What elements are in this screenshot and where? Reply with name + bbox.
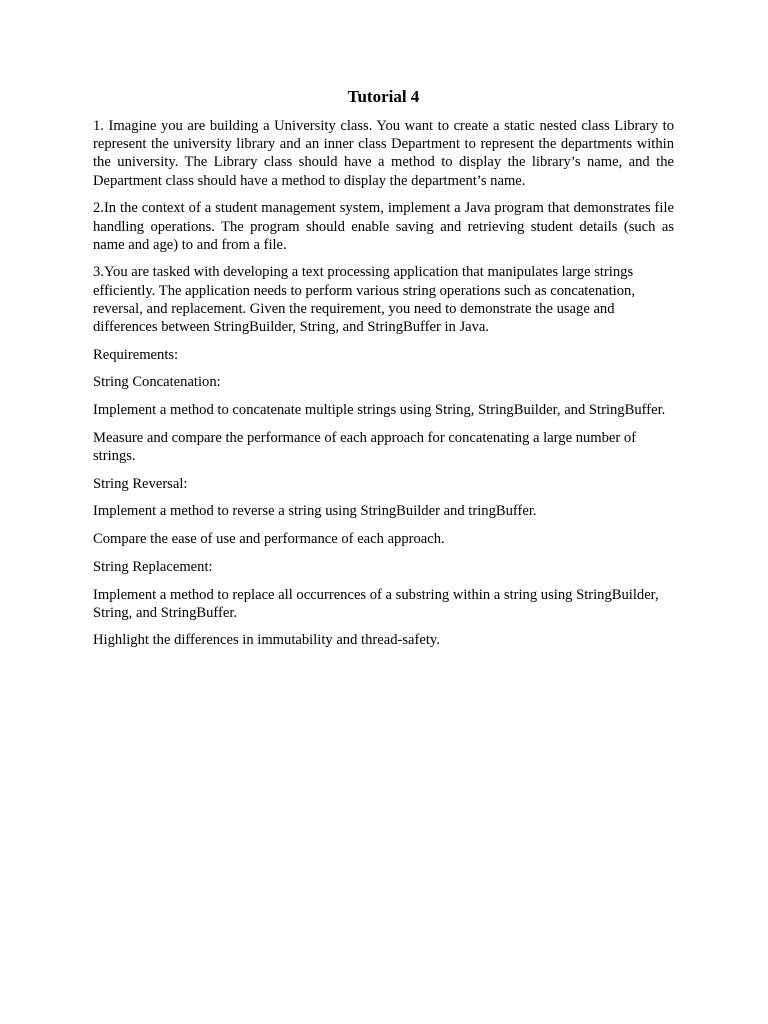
- document-title: Tutorial 4: [347, 87, 420, 106]
- reversal-heading: String Reversal:: [93, 475, 188, 492]
- concatenation-heading: String Concatenation:: [93, 374, 221, 391]
- requirements-heading: Requirements:: [93, 346, 179, 363]
- concatenation-task-2: Measure and compare the performance of each approach for concatenating a large number of strings.: [93, 429, 637, 465]
- document-page: [93, 86, 674, 659]
- question-3: 3.You are tasked with developing a text processing application that manipulates large strings efficiently. The application needs to perform various string operations such as concatenation, reversal, and replacement. Given the requirement, you need to demonstrate the usage and differences between StringBuilder, String, and StringBuffer in Java.: [93, 264, 635, 336]
- concatenation-task-1: Implement a method to concatenate multiple strings using String, StringBuilder, and StringBuffer.: [93, 402, 666, 419]
- replacement-heading: String Replacement:: [93, 558, 213, 575]
- reversal-task-1: Implement a method to reverse a string using StringBuilder and tringBuffer.: [93, 503, 537, 520]
- reversal-task-2: Compare the ease of use and performance of each approach.: [93, 531, 445, 548]
- question-2: 2.In the context of a student management system, implement a Java program that demonstrates file handling operations. The program should enable saving and retrieving student details (such as name and age) to and from a file.: [93, 200, 674, 253]
- replacement-task-1: Implement a method to replace all occurrences of a substring within a string using StringBuilder, String, and StringBuffer.: [93, 586, 659, 621]
- question-1: 1. Imagine you are building a University class. You want to create a static nested class Library to represent the university library and an inner class Department to represent the departments within the university. The Library class should have a method to display the library’s name, and the Department class should have a method to display the department’s name.: [93, 118, 674, 189]
- replacement-task-2: Highlight the differences in immutability and thread-safety.: [93, 632, 440, 649]
